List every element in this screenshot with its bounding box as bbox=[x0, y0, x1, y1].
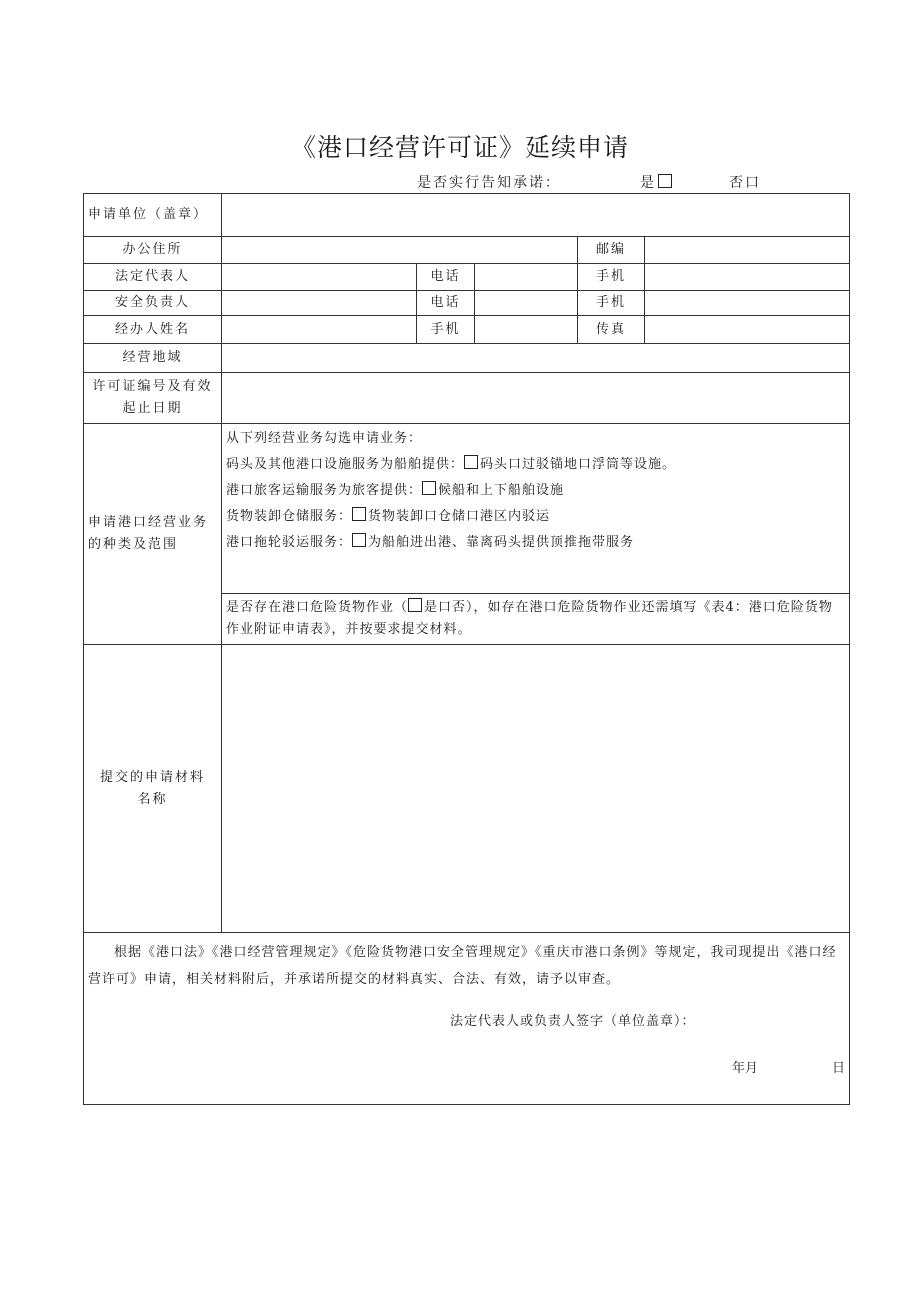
handler-row bbox=[84, 316, 850, 344]
business-label-line2: 的种类及范围 bbox=[88, 537, 179, 552]
applicant-label: 申请单位（盖章） bbox=[84, 194, 222, 237]
terminal-label: 码头及其他港口设施服务为船舶提供： bbox=[226, 457, 465, 472]
business-label-line1: 申请港口经营业务 bbox=[88, 515, 209, 530]
cargo-options: 货物装卸口仓储口港区内驳运 bbox=[368, 509, 551, 524]
commitment-label: 是否实行告知承诺： bbox=[417, 175, 561, 191]
applicant-field[interactable] bbox=[222, 194, 850, 237]
region-field[interactable] bbox=[222, 344, 850, 373]
business-option-cargo bbox=[226, 504, 845, 530]
statement-row bbox=[84, 933, 850, 1105]
license-field[interactable] bbox=[222, 373, 850, 424]
statement-cell bbox=[84, 933, 850, 1105]
commitment-yes-label: 是 bbox=[640, 175, 656, 191]
license-label-line2: 起止日期 bbox=[122, 401, 183, 416]
fax-label: 传真 bbox=[578, 316, 645, 344]
hazard-text-2: 是口否），如存在港口危险货物作业还需填写《表4：港口危险货物作业附证申请表》，并按要求提交材料。 bbox=[226, 600, 833, 637]
passenger-options: 候船和上下船舶设施 bbox=[438, 483, 565, 498]
safety-mobile-field[interactable] bbox=[645, 291, 850, 316]
postcode-field[interactable] bbox=[645, 237, 850, 264]
legal-rep-label: 法定代表人 bbox=[84, 264, 222, 291]
date-day[interactable]: 日 bbox=[832, 1061, 846, 1076]
date-year-month[interactable]: 年月 bbox=[732, 1061, 759, 1076]
safety-mobile-label: 手机 bbox=[578, 291, 645, 316]
handler-mobile-field[interactable] bbox=[475, 316, 578, 344]
commitment-no[interactable]: 否口 bbox=[729, 175, 761, 191]
address-label: 办公住所 bbox=[84, 237, 222, 264]
tug-options: 为船舶进出港、靠离码头提供顶推拖带服务 bbox=[368, 535, 635, 550]
business-option-terminal bbox=[226, 452, 845, 478]
business-label bbox=[84, 424, 222, 645]
yes-checkbox[interactable] bbox=[658, 174, 672, 188]
commitment-line bbox=[417, 172, 761, 192]
tug-checkbox[interactable] bbox=[352, 533, 366, 547]
fax-field[interactable] bbox=[645, 316, 850, 344]
hazard-yes-checkbox[interactable] bbox=[408, 598, 422, 612]
postcode-label: 邮编 bbox=[578, 237, 645, 264]
passenger-label: 港口旅客运输服务为旅客提供： bbox=[226, 483, 423, 498]
statement-text: 根据《港口法》《港口经营管理规定》《危险货物港口安全管理规定》《重庆市港口条例》等规定，我司现提出《港口经营许可》申请，相关材料附后，并承诺所提交的材料真实、合法、有效，请予以审查。 bbox=[88, 945, 837, 987]
safety-row bbox=[84, 291, 850, 316]
page-title: 《港口经营许可证》延续申请 bbox=[290, 133, 629, 162]
address-row bbox=[84, 237, 850, 264]
business-options bbox=[222, 424, 850, 594]
address-field[interactable] bbox=[222, 237, 578, 264]
business-option-passenger bbox=[226, 478, 845, 504]
safety-field[interactable] bbox=[222, 291, 417, 316]
cargo-label: 货物装卸仓储服务： bbox=[226, 509, 353, 524]
terminal-checkbox[interactable] bbox=[464, 455, 478, 469]
safety-phone-label: 电话 bbox=[417, 291, 475, 316]
license-row bbox=[84, 373, 850, 424]
application-form bbox=[83, 193, 850, 1105]
legal-rep-phone-field[interactable] bbox=[475, 264, 578, 291]
signature-label: 法定代表人或负责人签字（单位盖章）： bbox=[450, 1014, 696, 1029]
materials-label: 提交的申请材料名称 bbox=[84, 645, 222, 933]
region-row bbox=[84, 344, 850, 373]
legal-rep-mobile-label: 手机 bbox=[578, 264, 645, 291]
legal-rep-phone-label: 电话 bbox=[417, 264, 475, 291]
cargo-checkbox[interactable] bbox=[352, 507, 366, 521]
handler-field[interactable] bbox=[222, 316, 417, 344]
handler-label: 经办人姓名 bbox=[84, 316, 222, 344]
legal-rep-mobile-field[interactable] bbox=[645, 264, 850, 291]
business-row bbox=[84, 424, 850, 594]
business-intro: 从下列经营业务勾选申请业务： bbox=[226, 431, 423, 446]
license-label bbox=[84, 373, 222, 424]
commitment-yes[interactable] bbox=[640, 172, 672, 192]
materials-field[interactable] bbox=[222, 645, 850, 933]
hazard-question bbox=[222, 594, 850, 645]
terminal-options: 码头口过驳锚地口浮筒等设施。 bbox=[480, 457, 677, 472]
materials-row bbox=[84, 645, 850, 933]
handler-mobile-label: 手机 bbox=[417, 316, 475, 344]
passenger-checkbox[interactable] bbox=[422, 481, 436, 495]
safety-phone-field[interactable] bbox=[475, 291, 578, 316]
license-label-line1: 许可证编号及有效 bbox=[92, 379, 213, 394]
business-option-tug bbox=[226, 530, 845, 556]
applicant-row bbox=[84, 194, 850, 237]
legal-rep-row bbox=[84, 264, 850, 291]
tug-label: 港口拖轮驳运服务： bbox=[226, 535, 353, 550]
safety-label: 安全负责人 bbox=[84, 291, 222, 316]
region-label: 经营地域 bbox=[84, 344, 222, 373]
hazard-text-1: 是否存在港口危险货物作业（ bbox=[226, 600, 409, 615]
legal-rep-field[interactable] bbox=[222, 264, 417, 291]
